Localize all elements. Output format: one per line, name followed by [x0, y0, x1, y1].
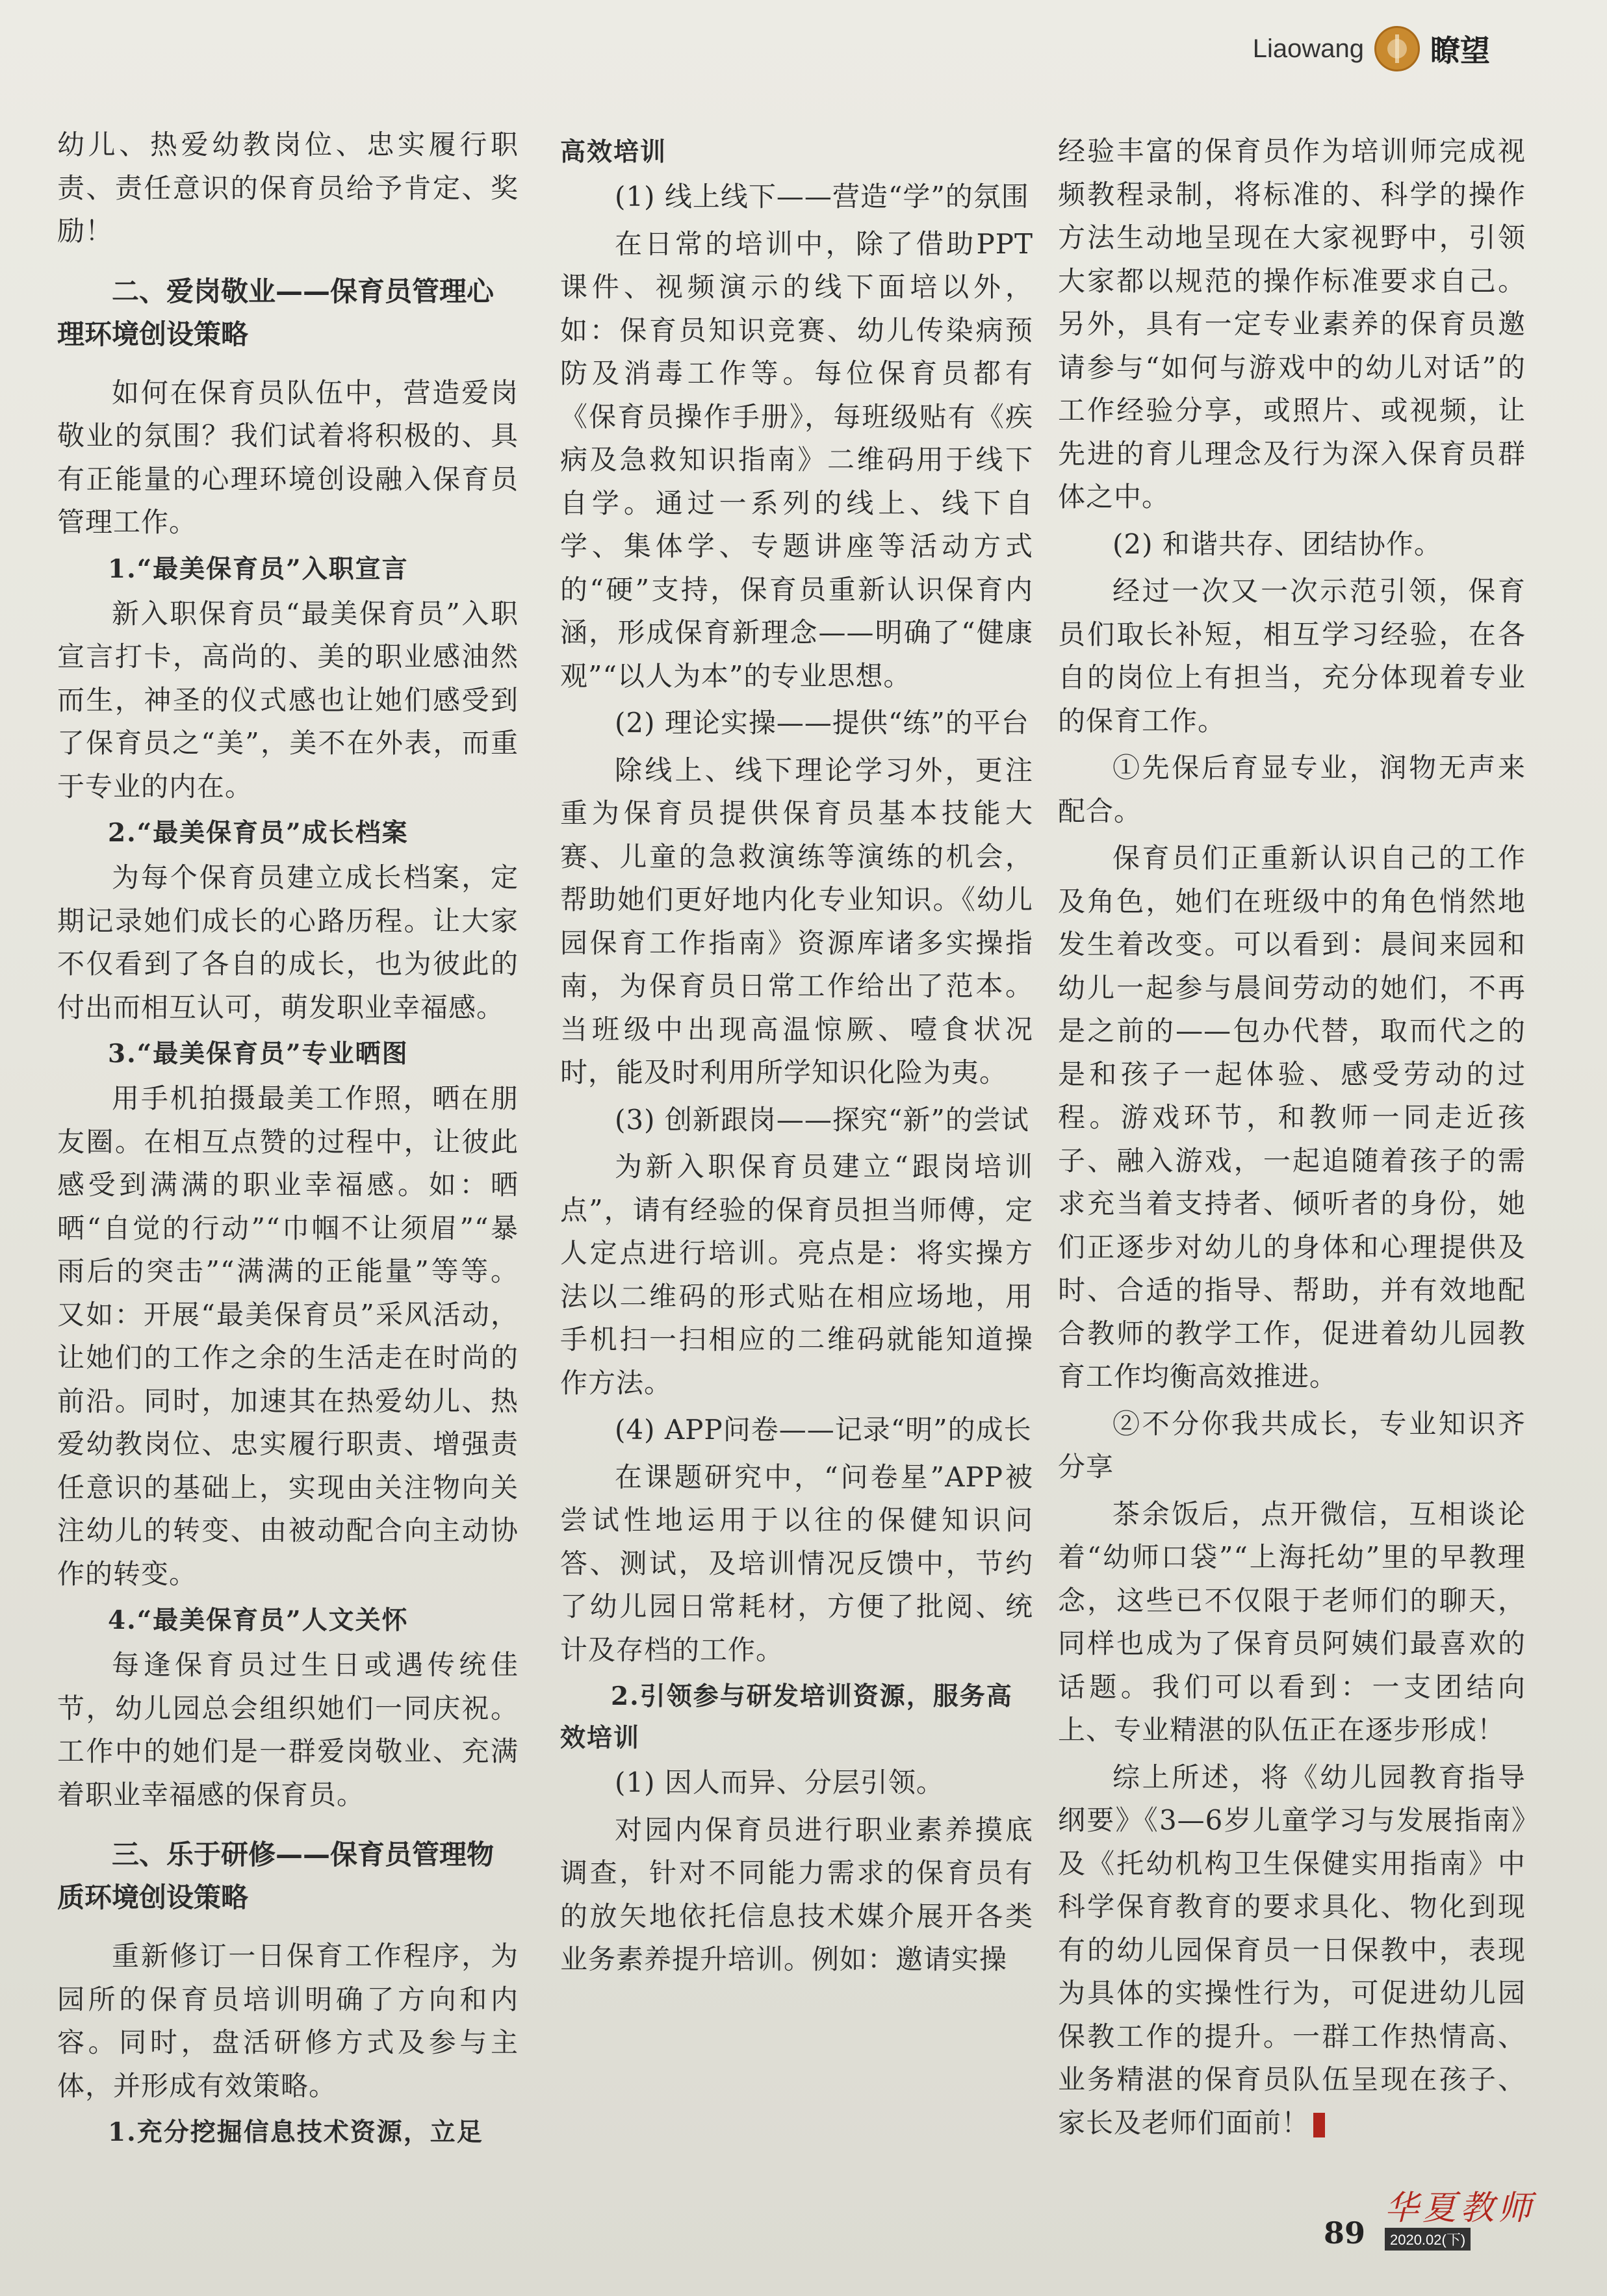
paragraph: (2) 和谐共存、团结协作。 [1112, 528, 1442, 560]
paragraph: 在日常的培训中，除了借助PPT课件、视频演示的线下面培以外，如：保育员知识竞赛、幼儿传染病预防及消毒工作等。每位保育员都有《保育员操作手册》，每班级贴有《疾病及急救知识指南》二维码用于线下自学。通过一系列的线上、线下自学、集体学、专题讲座等活动方式的“硬”支持，保育员重新认识保育内涵，形成保育新理念——明确了“健康观”“以人为本”的专业思想。 [560, 227, 1033, 692]
paragraph: 每逢保育员过生日或遇传统佳节，幼儿园总会组织她们一同庆祝。工作中的她们是一群爱岗敬业、充满着职业幸福感的保育员。 [57, 1649, 519, 1811]
red-end-block-icon [1313, 2113, 1325, 2137]
paragraph: 用手机拍摄最美工作照，晒在朋友圈。在相互点赞的过程中，让彼此感受到满满的职业幸福感。如：晒晒“自觉的行动”“巾帼不让须眉”“暴雨后的突击”“满满的正能量”等等。又如：开展“最美保育员”采风活动，让她们的工作之余的生活走在时尚的前沿。同时，加速其在热爱幼儿、热爱幼教岗位、忠实履行职责、增强责任意识的基础上，实现由关注物向关注幼儿的转变、由被动配合向主动协作的转变。 [57, 1082, 519, 1590]
closing-text: 综上所述，将《幼儿园教育指导纲要》《3—6岁儿童学习与发展指南》及《托幼机构卫生保健实用指南》中科学保育教育的要求具化、物化到现有的幼儿园保育员一日保教中，表现为具体的实操性行为，可促进幼儿园保教工作的提升。一群工作热情高、业务精湛的保育员队伍呈现在孩子、家长及老师们面前！ [1058, 1761, 1526, 2139]
paragraph: (1) 线上线下——营造“学”的氛围 [615, 181, 1029, 212]
sub-heading: 1.“最美保育员”入职宣言 [108, 554, 409, 584]
paragraph: (3) 创新跟岗——探究“新”的尝试 [615, 1103, 1029, 1136]
paragraph: 如何在保育员队伍中，营造爱岗敬业的氛围？我们试着将积极的、具有正能量的心理环境创设融入保育员管理工作。 [57, 376, 519, 538]
sub-heading: 2.“最美保育员”成长档案 [108, 818, 409, 848]
column-middle [560, 129, 1033, 1985]
masthead-latin: Liaowang [1252, 34, 1364, 63]
paragraph: ①先保后育显专业，润物无声来配合。 [1058, 752, 1526, 827]
paragraph [1058, 1756, 1526, 2145]
sub-heading: 1.充分挖掘信息技术资源，立足 [108, 2117, 483, 2147]
paragraph: 为每个保育员建立成长档案，定期记录她们成长的心路历程。让大家不仅看到了各自的成长，也为彼此的付出而相互认可，萌发职业幸福感。 [57, 861, 519, 1023]
paragraph: 为新入职保育员建立“跟岗培训点”，请有经验的保育员担当师傅，定人定点进行培训。亮点是：将实操方法以二维码的形式贴在相应场地，用手机扫一扫相应的二维码就能知道操作方法。 [560, 1151, 1033, 1399]
paragraph: 经过一次又一次示范引领，保育员们取长补短，相互学习经验，在各自的岗位上有担当，充分体现着专业的保育工作。 [1058, 575, 1526, 737]
column-right [1058, 130, 1526, 2149]
paragraph: 在课题研究中，“问卷星”APP被尝试性地运用于以往的保健知识问答、测试，及培训情况反馈中，节约了幼儿园日常耗材，方便了批阅、统计及存档的工作。 [560, 1461, 1033, 1666]
masthead-chinese: 瞭望 [1430, 33, 1490, 68]
page-number: 89 [1323, 2215, 1365, 2251]
paragraph: 新入职保育员“最美保育员”入职宣言打卡，高尚的、美的职业感油然而生，神圣的仪式感也让她们感受到了保育员之“美”，美不在外表，而重于专业的内在。 [57, 597, 519, 802]
paragraph: 经验丰富的保育员作为培训师完成视频教程录制，将标准的、科学的操作方法生动地呈现在大家视野中，引领大家都以规范的操作标准要求自己。另外，具有一定专业素养的保育员邀请参与“如何与游戏中的幼儿对话”的工作经验分享，或照片、或视频，让先进的育儿理念及行为深入保育员群体之中。 [1058, 135, 1526, 513]
paragraph: 保育员们正重新认识自己的工作及角色，她们在班级中的角色悄然地发生着改变。可以看到：晨间来园和幼儿一起参与晨间劳动的她们，不再是之前的——包办代替，取而代之的是和孩子一起体验、感受劳动的过程。游戏环节，和教师一同走近孩子、融入游戏，一起追随着孩子的需求充当着支持者、倾听者的身份，她们正逐步对幼儿的身体和心理提供及时、合适的指导、帮助，并有效地配合教师的教学工作，促进着幼儿园教育工作均衡高效推进。 [1058, 842, 1526, 1392]
paragraph: 幼儿、热爱幼教岗位、忠实履行职责、责任意识的保育员给予肯定、奖励！ [57, 129, 519, 247]
issue-code: 2020.02(下) [1385, 2228, 1471, 2251]
magazine-logo [1385, 2191, 1536, 2251]
paragraph: (4) APP问卷——记录“明”的成长 [615, 1414, 1032, 1446]
paragraph: (2) 理论实操——提供“练”的平台 [615, 707, 1029, 739]
column-left [57, 123, 519, 2156]
sub-heading: 3.“最美保育员”专业晒图 [108, 1039, 409, 1069]
sub-heading: 4.“最美保育员”人文关怀 [108, 1605, 409, 1635]
paragraph: 除线上、线下理论学习外，更注重为保育员提供保育员基本技能大赛、儿童的急救演练等演练的机会，帮助她们更好地内化专业知识。《幼儿园保育工作指南》资源库诸多实操指南，为保育员日常工作给出了范本。当班级中出现高温惊厥、噎食状况时，能及时利用所学知识化险为夷。 [560, 754, 1033, 1088]
section-heading: 三、乐于研修——保育员管理物质环境创设策略 [57, 1839, 495, 1913]
paragraph: 茶余饭后，点开微信，互相谈论着“幼师口袋”“上海托幼”里的早教理念，这些已不仅限于老师们的聊天，同样也成为了保育员阿姨们最喜欢的话题。我们可以看到：一支团结向上、专业精湛的队伍正在逐步形成！ [1058, 1498, 1526, 1746]
paragraph: ②不分你我共成长，专业知识齐分享 [1058, 1407, 1526, 1483]
page-footer [1324, 2191, 1536, 2251]
paragraph: 重新修订一日保育工作程序，为园所的保育员培训明确了方向和内容。同时，盘活研修方式及参与主体，并形成有效策略。 [57, 1940, 519, 2102]
masthead [1253, 19, 1490, 78]
liaowang-seal-icon [1374, 26, 1420, 71]
sub-heading: 2.引领参与研发培训资源，服务高效培训 [560, 1681, 1013, 1753]
paragraph: (1) 因人而异、分层引领。 [615, 1767, 944, 1798]
sub-heading: 高效培训 [560, 137, 667, 167]
logo-script: 华夏教师 [1384, 2189, 1536, 2228]
paragraph: 对园内保育员进行职业素养摸底调查，针对不同能力需求的保育员有的放矢地依托信息技术媒介展开各类业务素养提升培训。例如：邀请实操 [560, 1813, 1033, 1975]
section-heading: 二、爱岗敬业——保育员管理心理环境创设策略 [57, 275, 495, 350]
